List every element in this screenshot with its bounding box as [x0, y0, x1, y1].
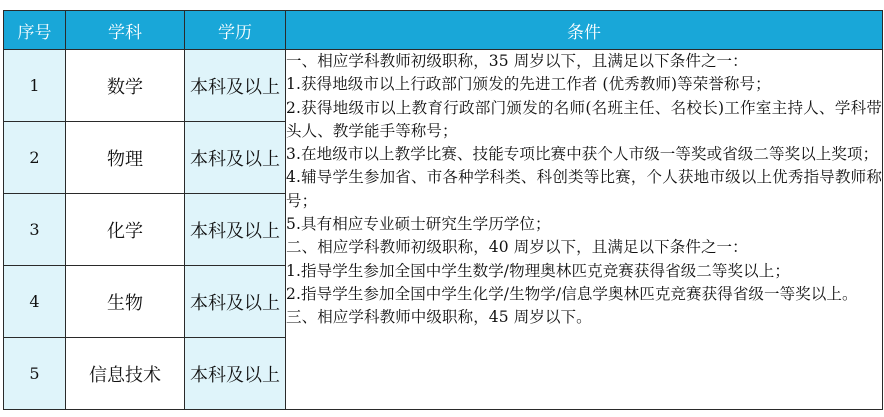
row-subject: 信息技术	[66, 338, 185, 410]
row-education: 本科及以上	[185, 194, 286, 266]
table-row	[4, 50, 883, 122]
row-index: 1	[4, 50, 66, 122]
row-education: 本科及以上	[185, 338, 286, 410]
condition-line: 1.获得地级市以上行政部门颁发的先进工作者 (优秀教师)等荣誉称号；	[286, 75, 771, 94]
header-conditions: 条件	[286, 11, 883, 50]
conditions-cell	[286, 50, 883, 410]
row-subject: 物理	[66, 122, 185, 194]
row-education: 本科及以上	[185, 122, 286, 194]
header-education: 学历	[185, 11, 286, 50]
condition-line: 三、相应学科教师中级职称，45 周岁以下。	[286, 308, 592, 327]
row-subject: 数学	[66, 50, 185, 122]
requirements-table	[3, 10, 883, 410]
row-index: 3	[4, 194, 66, 266]
row-education: 本科及以上	[185, 266, 286, 338]
header-index: 序号	[4, 11, 66, 50]
condition-line: 2.指导学生参加全国中学生化学/生物学/信息学奥林匹克竞赛获得省级一等奖以上。	[286, 284, 858, 303]
row-education: 本科及以上	[185, 50, 286, 122]
condition-line: 二、相应学科教师初级职称，40 周岁以下，且满足以下条件之一：	[286, 238, 748, 257]
row-subject: 化学	[66, 194, 185, 266]
row-subject: 生物	[66, 266, 185, 338]
row-index: 4	[4, 266, 66, 338]
condition-line: 3.在地级市以上教学比赛、技能专项比赛中获个人市级一等奖或省级二等奖以上奖项；	[286, 145, 879, 164]
header-subject: 学科	[66, 11, 185, 50]
header-row	[4, 11, 883, 50]
row-index: 2	[4, 122, 66, 194]
condition-line: 2.获得地级市以上教育行政部门颁发的名师(名班主任、名校长)工作室主持人、学科带头人、教学能手等称号；	[286, 98, 882, 140]
row-index: 5	[4, 338, 66, 410]
condition-line: 4.辅导学生参加省、市各种学科类、科创类等比赛，个人获地市级以上优秀指导教师称号；	[286, 168, 882, 210]
condition-line: 5.具有相应专业硕士研究生学历学位；	[286, 215, 551, 234]
condition-line: 1.指导学生参加全国中学生数学/物理奥林匹克竞赛获得省级二等奖以上；	[286, 261, 790, 280]
condition-line: 一、相应学科教师初级职称，35 周岁以下，且满足以下条件之一：	[286, 52, 748, 70]
